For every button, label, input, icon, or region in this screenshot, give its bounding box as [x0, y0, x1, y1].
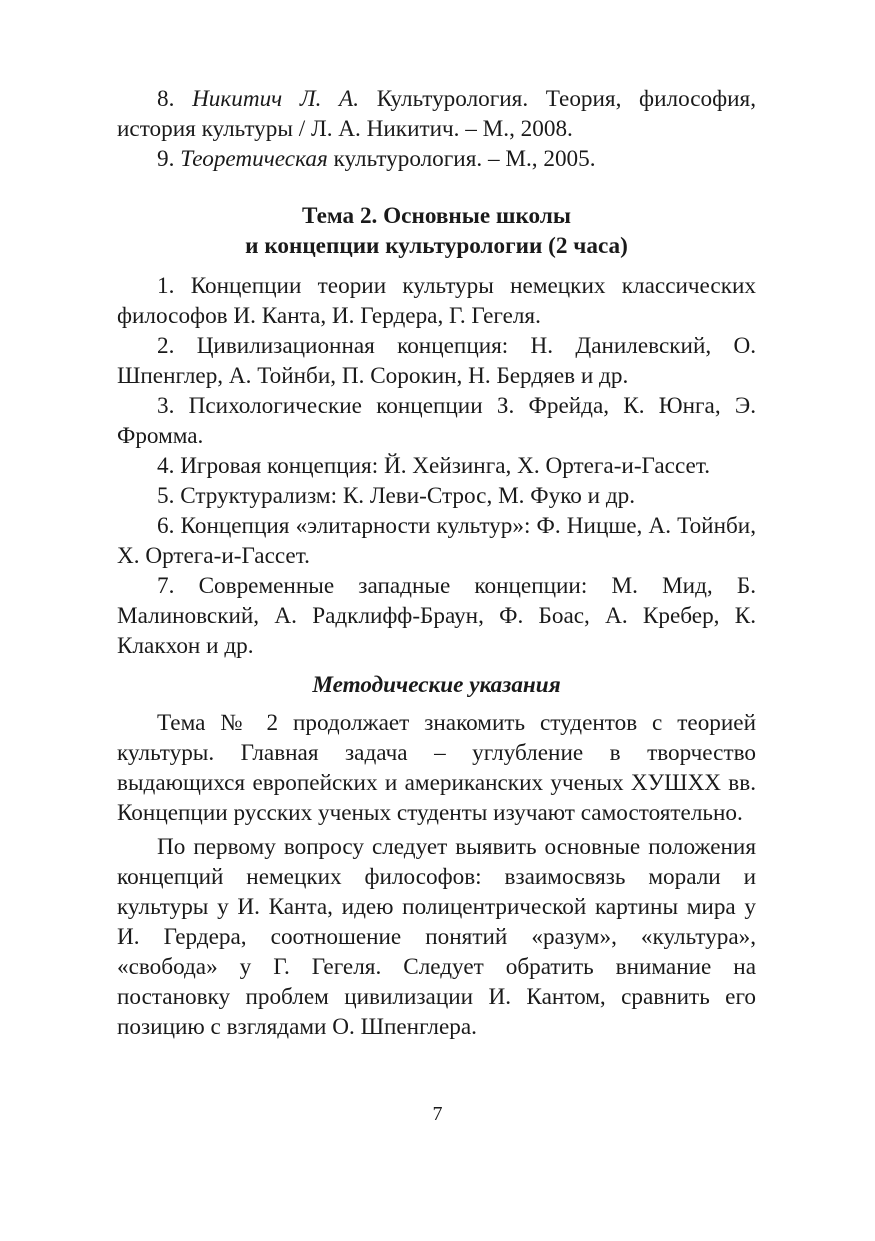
paragraph-line: ра», «свобода» у Г. Гегеля. Следует обратить внимание на	[117, 924, 756, 980]
list-item-line: линовский, А. Радклифф-Браун, Ф. Боас, А. Кребер, К. Клак	[117, 603, 756, 659]
topic-heading	[117, 201, 756, 261]
guidelines-paragraph-1	[117, 708, 756, 828]
list-item-line: 7. Современные западные концепции: М. Мид, Б. Ма	[117, 573, 756, 629]
paragraph-line: Тема № 2 продолжает знакомить студентов с теорией	[157, 710, 756, 736]
paragraph-line: культуры. Главная задача – углубление в творчество вы	[117, 740, 756, 796]
list-item	[117, 481, 756, 511]
reference-text: культурология. – М., 2005.	[333, 146, 596, 172]
reference-9	[117, 144, 756, 174]
document-page	[117, 84, 756, 1042]
list-item-line: 2. Цивилизационная концепция: Н. Данилевский,	[157, 333, 712, 359]
paragraph-line: По первому вопросу следует выявить основные поло	[157, 834, 695, 860]
list-item-line: Э. Фромма.	[117, 393, 756, 449]
reference-8	[117, 84, 756, 144]
reference-number: 8.	[157, 86, 175, 112]
reference-author: Никитич Л. А.	[192, 86, 360, 112]
list-item	[117, 451, 756, 481]
paragraph-line: дающихся европейских и американских ученых ХУШ	[143, 770, 688, 796]
guidelines-paragraph-2	[117, 832, 756, 1042]
list-item-line: 4. Игровая концепция: Й. Хейзинга, Х. Ортега-и-Гассет.	[157, 453, 711, 479]
paragraph-line: жения концепций немецких философов: взаимосвязь мора	[117, 834, 756, 890]
list-item-line: А. Тойнби, Х. Ортега-и-Гассет.	[117, 513, 756, 569]
paragraph-line: мира у И. Гердера, соотношение понятий «разум», «культу	[117, 894, 756, 950]
list-item-line: 6. Концепция «элитарности культур»: Ф. Ницше,	[157, 513, 643, 539]
page-number: 7	[432, 1103, 443, 1125]
paragraph-line: ХХ вв. Концепции русских ученых студенты изучают само	[117, 770, 757, 826]
paragraph-line: ли и культуры у И. Канта, идею полицентрической картины	[117, 864, 757, 920]
list-item	[117, 511, 756, 571]
list-item-line: 3. Психологические концепции З. Фрейда, К. Юнга,	[157, 393, 721, 419]
reference-text: Культурология. Теория, философия,	[376, 86, 757, 112]
list-item	[117, 571, 756, 661]
list-item	[117, 391, 756, 451]
paragraph-line: стоятельно.	[628, 800, 743, 826]
list-item-line: О. Шпенглер, А. Тойнби, П. Сорокин, Н. Бердяев и др.	[117, 333, 756, 389]
reference-author: Теоретическая	[180, 146, 328, 172]
list-item	[117, 331, 756, 391]
reference-number: 9.	[157, 146, 175, 172]
topic-title-line-2: и концепции культурологии (2 часа)	[245, 233, 628, 259]
topic-title-line-1: Тема 2. Основные школы	[302, 203, 571, 229]
list-item-line: 1. Концепции теории культуры немецких классических	[157, 273, 756, 299]
guidelines-heading: Методические указания	[312, 672, 561, 698]
reference-continuation: история культуры / Л. А. Никитич. – М., 2008.	[117, 116, 573, 142]
list-item-line: философов И. Канта, И. Гердера, Г. Гегеля.	[117, 303, 541, 329]
list-item-line: хон и др.	[165, 633, 254, 659]
list-item	[117, 271, 756, 331]
paragraph-line: постановку проблем цивилизации И. Кантом, сравнить его	[117, 984, 756, 1010]
paragraph-line: позицию с взглядами О. Шпенглера.	[117, 1014, 477, 1040]
list-item-line: 5. Структурализм: К. Леви-Строс, М. Фуко и др.	[157, 483, 636, 509]
